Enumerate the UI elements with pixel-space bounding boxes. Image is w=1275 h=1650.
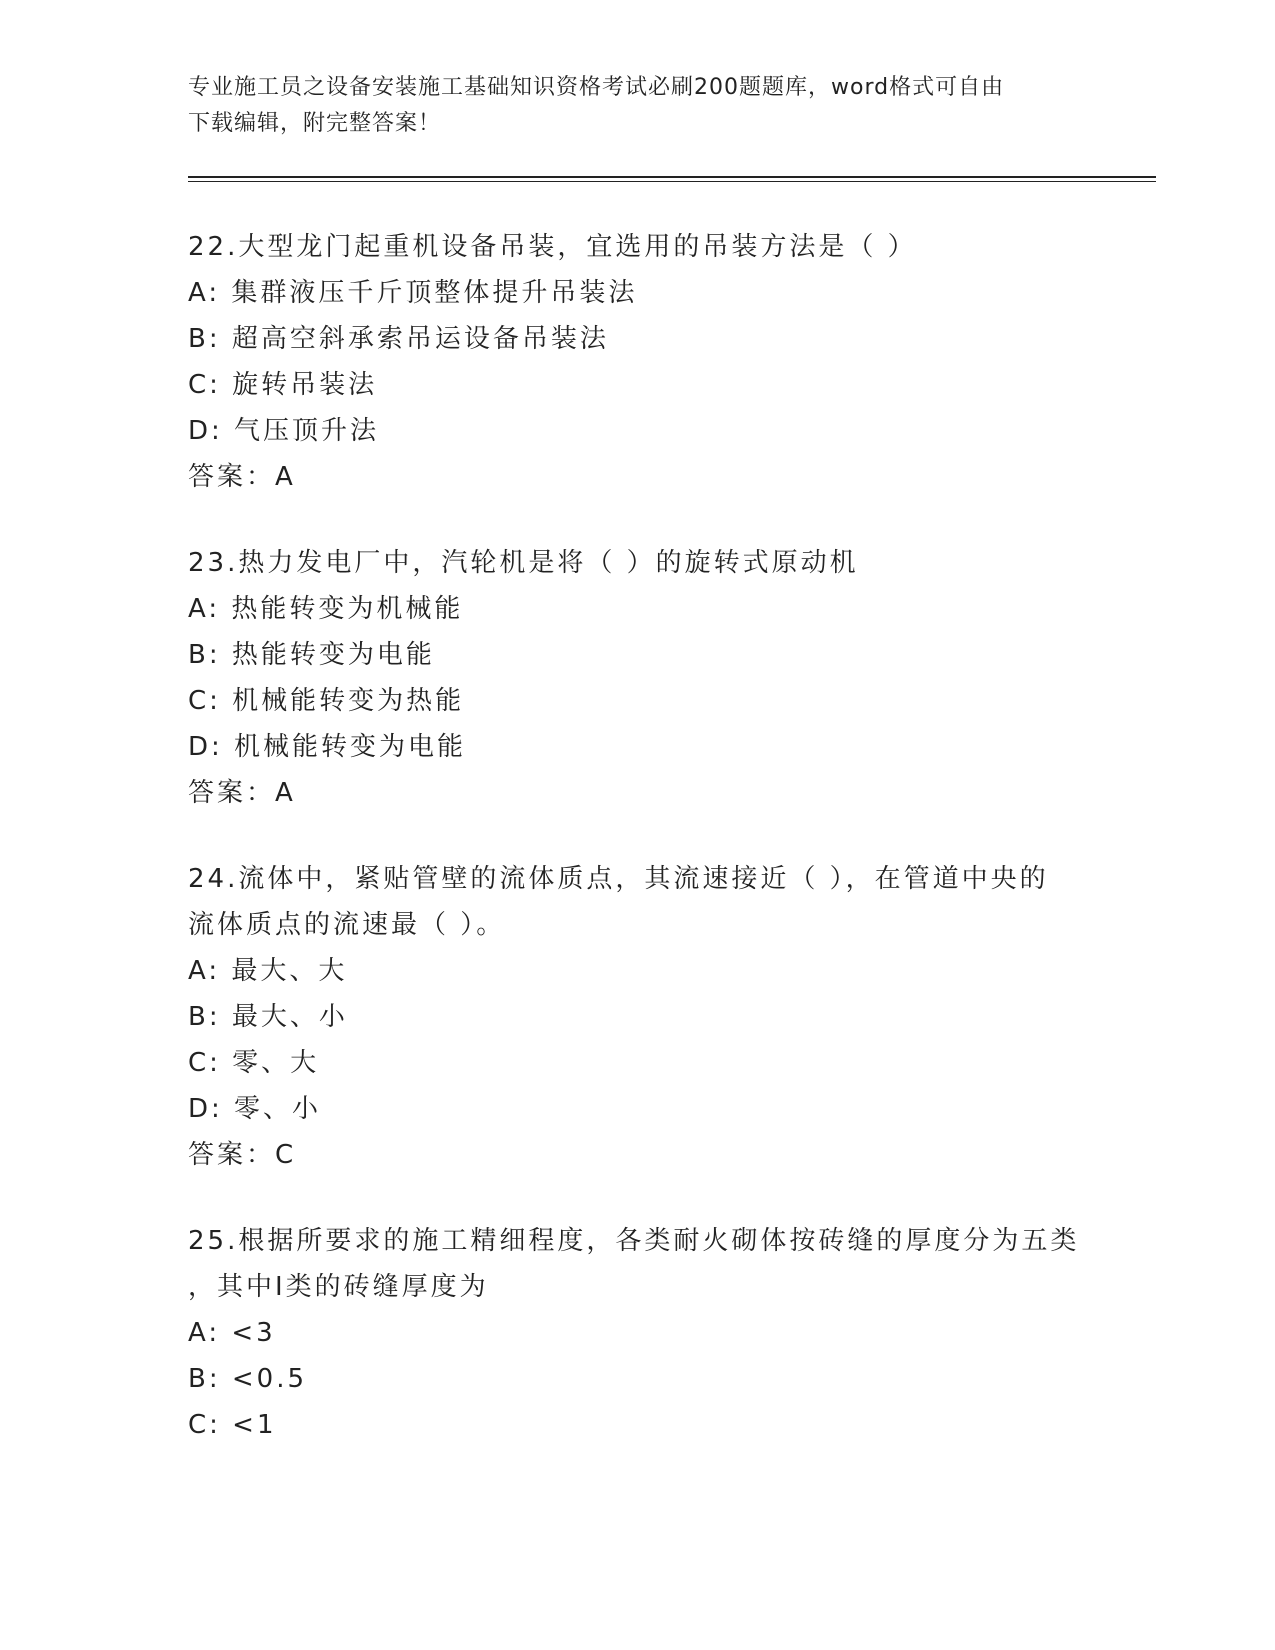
question-stem-continued: ，其中Ⅰ类的砖缝厚度为 [188, 1272, 489, 1302]
option-b: B: <0.5 [188, 1364, 307, 1394]
option-c: C: 机械能转变为热能 [188, 686, 465, 716]
option-b: B: 热能转变为电能 [188, 640, 435, 670]
question-stem-continued: 流体质点的流速最（ ）。 [188, 910, 506, 940]
question-stem: 25.根据所要求的施工精细程度，各类耐火砌体按砖缝的厚度分为五类 [188, 1226, 1080, 1256]
option-b: B: 最大、小 [188, 1002, 348, 1032]
question-24 [188, 856, 1088, 1178]
answer: 答案：A [188, 778, 296, 808]
option-c: C: 零、大 [188, 1048, 320, 1078]
option-b: B: 超高空斜承索吊运设备吊装法 [188, 324, 609, 354]
option-a: A: 最大、大 [188, 956, 348, 986]
header-line-1: 专业施工员之设备安装施工基础知识资格考试必刷200题题库，word格式可自由 [188, 75, 1005, 100]
header-divider [188, 176, 1156, 182]
option-d: D: 气压顶升法 [188, 416, 380, 446]
question-25 [188, 1218, 1088, 1448]
document-header [188, 70, 1088, 142]
question-stem: 24.流体中，紧贴管壁的流体质点，其流速接近（ ），在管道中央的 [188, 864, 1049, 894]
question-23 [188, 540, 1088, 816]
question-stem: 23.热力发电厂中，汽轮机是将（ ）的旋转式原动机 [188, 548, 859, 578]
option-c: C: <1 [188, 1410, 277, 1440]
question-stem: 22.大型龙门起重机设备吊装，宜选用的吊装方法是（ ） [188, 232, 917, 262]
option-a: A: <3 [188, 1318, 276, 1348]
answer: 答案：C [188, 1140, 297, 1170]
option-a: A: 热能转变为机械能 [188, 594, 464, 624]
option-d: D: 机械能转变为电能 [188, 732, 467, 762]
option-d: D: 零、小 [188, 1094, 322, 1124]
answer: 答案：A [188, 462, 296, 492]
option-c: C: 旋转吊装法 [188, 370, 378, 400]
option-a: A: 集群液压千斤顶整体提升吊装法 [188, 278, 638, 308]
question-22 [188, 224, 1088, 500]
header-line-2: 下载编辑，附完整答案！ [188, 111, 442, 136]
